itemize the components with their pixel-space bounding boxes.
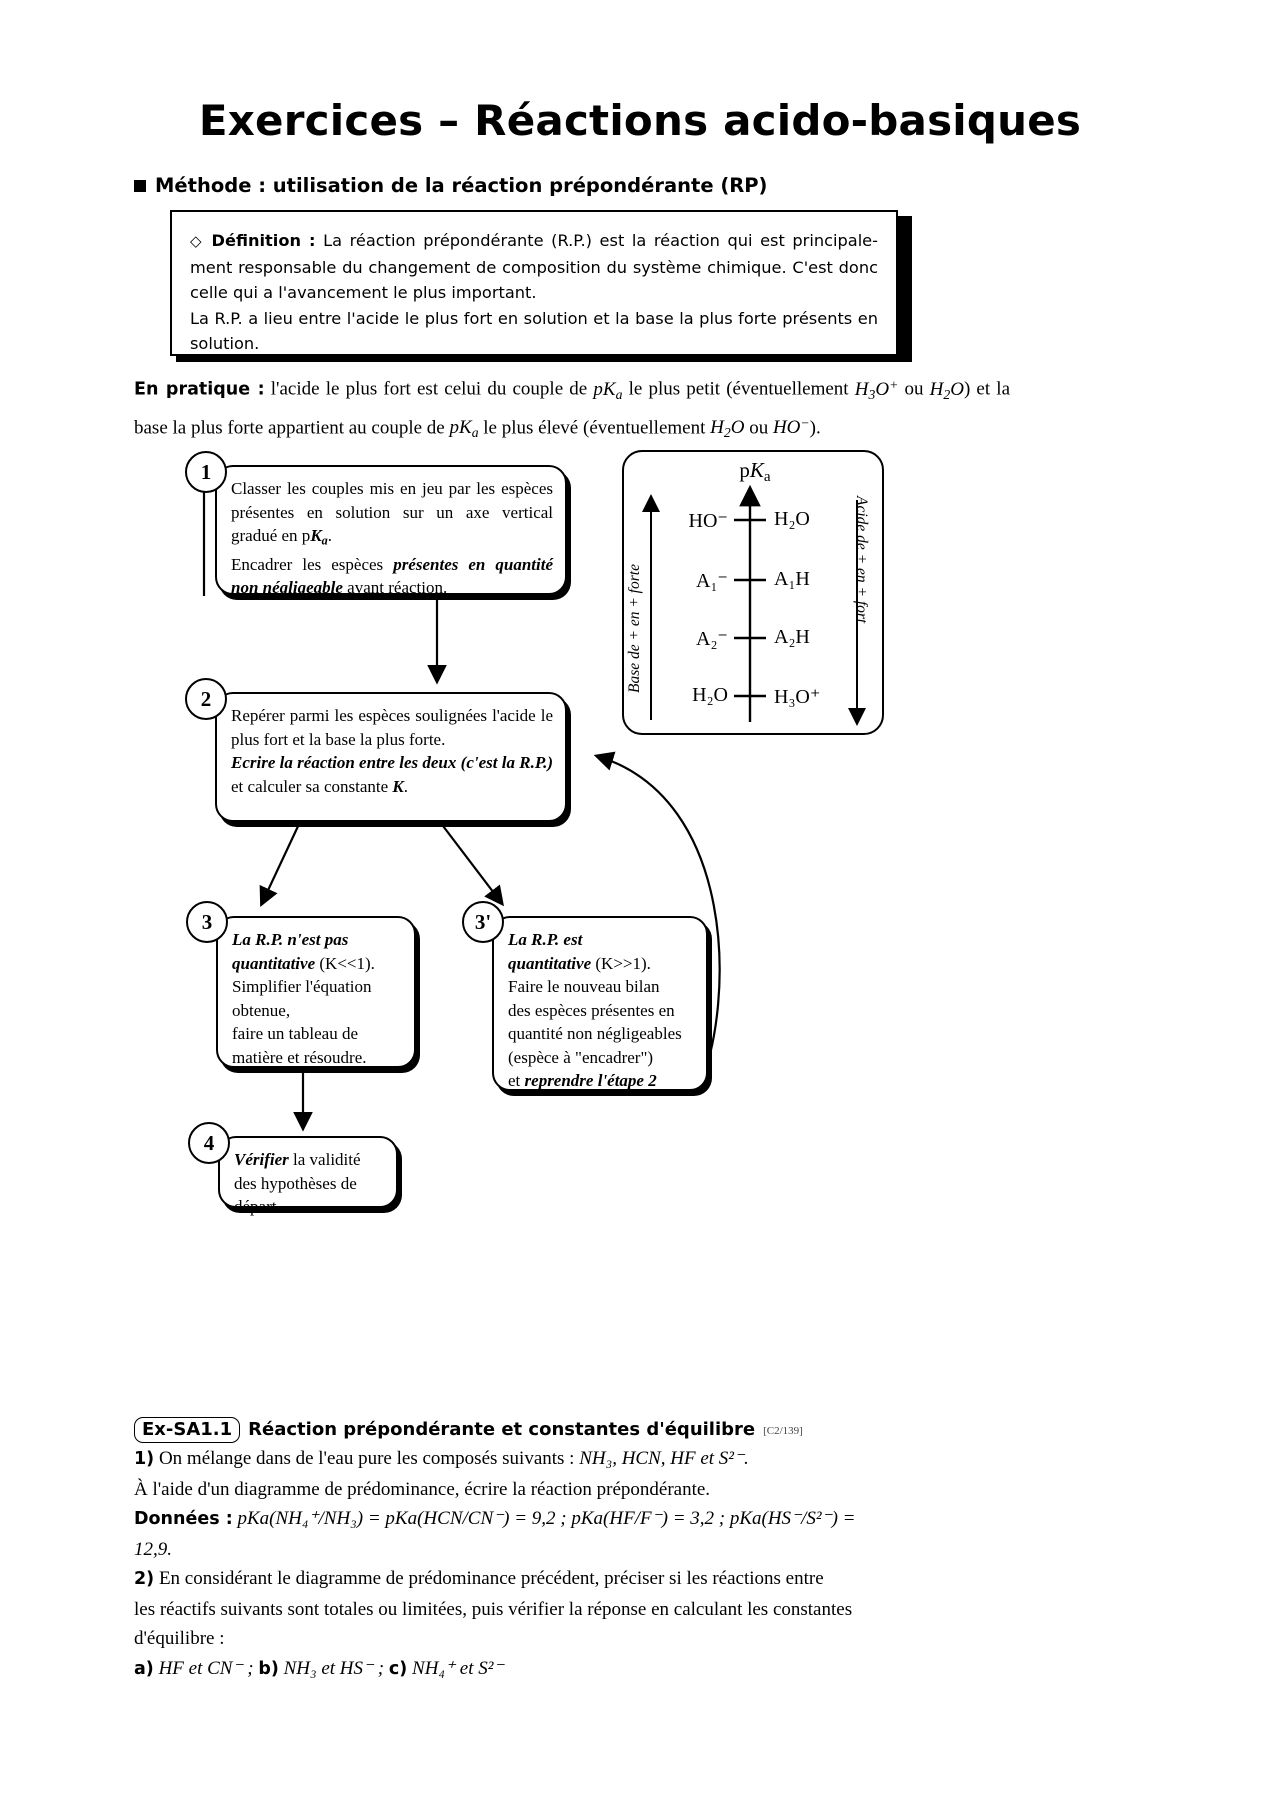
step-1-line-1: Classer les couples mis en jeu par les xyxy=(231,479,496,498)
step-3-line-6: matière et résoudre. xyxy=(232,1047,367,1067)
pka-row-1-base: A₁⁻ xyxy=(696,570,728,592)
step-4-rest-1: la validité xyxy=(288,1150,361,1169)
step-3-after-bold: (K<<1). xyxy=(315,953,375,973)
q2-item-a-label: a) xyxy=(134,1658,154,1679)
pka-row-0-base: HO⁻ xyxy=(688,510,728,532)
step-3prime-line-4: des espèces présentes en xyxy=(508,1000,675,1020)
q2-item-b-label: b) xyxy=(258,1658,279,1679)
en-pratique-text-1: l'acide le plus fort est celui du couple de xyxy=(264,378,594,400)
exercise-body xyxy=(134,1444,1010,1684)
q2-item-c-label: c) xyxy=(388,1658,408,1679)
pka-diagram xyxy=(622,450,884,735)
step-1-line-5-bold: quantité non négligeable xyxy=(231,554,554,598)
pka-left-axis-label: Base de + en + forte xyxy=(626,564,643,693)
exercise-q2 xyxy=(134,1564,1010,1595)
en-pratique-label: En pratique : xyxy=(134,379,265,400)
step-2-line-5-rp: R.P.) xyxy=(519,753,553,772)
pka-row-2-base: A₂⁻ xyxy=(696,628,728,650)
step-3-line-4: obtenue, xyxy=(232,1000,291,1020)
page-title: Exercices – Réactions acido-basiques xyxy=(198,96,1082,145)
pka-inline-1: $pK_a$ xyxy=(593,378,623,402)
step-1-line-4: Encadrer les espèces xyxy=(231,554,394,574)
step-3-line-3: Simplifier l'équation xyxy=(232,977,372,996)
definition-label: Définition : xyxy=(211,231,316,250)
pka-row-3-acid: H₃O⁺ xyxy=(774,686,821,708)
en-pratique-text-4: ) et la base la plus forte appartient au couple de xyxy=(134,378,1011,439)
definition-line-4: La R.P. a lieu entre l'acide le plus fort en solution et la base la plus forte présents en xyxy=(190,308,878,328)
data-line-2: 12,9. xyxy=(134,1538,172,1560)
step-1-line-3: vertical gradué en $pK_a$. xyxy=(231,502,554,548)
exercise-q1 xyxy=(134,1444,1010,1475)
definition-line-3: celle qui a l'avancement le plus important. xyxy=(190,283,537,302)
q2-line-1: En considérant le diagramme de prédominance précédent, préciser si les réactions entre xyxy=(154,1568,824,1589)
pka-right-axis-label: Acide de + en + fort xyxy=(853,496,870,624)
step-3-badge: 3 xyxy=(186,901,228,943)
exercise-title: Réaction prépondérante et constantes d'équilibre xyxy=(248,1419,756,1440)
step-3prime-line-6: (espèce à "encadrer") xyxy=(508,1047,654,1067)
step-2-line-1: Repérer parmi les espèces soulignées xyxy=(231,706,488,725)
definition-line-5: solution. xyxy=(190,334,260,353)
q1-line-1: On mélange dans de l'eau pure les composés suivants : xyxy=(154,1448,580,1469)
step-2-line-5-bold-a: la xyxy=(501,753,520,772)
q2-line-2: les réactifs suivants sont totales ou limitées, puis vérifier la réponse en calculant les constantes xyxy=(134,1598,853,1620)
step-4-bold-1: Vérifier xyxy=(234,1150,289,1169)
definition-line-1: La réaction prépondérante (R.P.) est la réaction qui est principale- xyxy=(323,231,878,250)
step-3-bold-1: La R.P. n'est pas xyxy=(232,930,349,949)
q2-number: 2) xyxy=(134,1569,155,1589)
step-3-box xyxy=(216,916,416,1068)
q2-items xyxy=(134,1654,1010,1685)
step-4-badge: 4 xyxy=(188,1122,230,1164)
exercise-header xyxy=(134,1417,803,1443)
step-1-line-5-rest: avant réaction. xyxy=(342,578,448,598)
pka-row-1-acid: A₁H xyxy=(774,568,810,590)
formula-h2o-2: $H_2O$ xyxy=(710,417,745,441)
en-pratique-text-7: ). xyxy=(809,417,821,439)
step-2-line-4-bold: Ecrire la réaction entre les deux (c'est xyxy=(231,753,498,772)
exercise-reference: [C2/139] xyxy=(763,1425,803,1437)
diamond-outline-icon: ◇ xyxy=(190,232,204,250)
step-3prime-after-bold: (K>>1). xyxy=(591,953,651,973)
step-3prime-line-3: Faire le nouveau bilan xyxy=(508,977,660,996)
step-2-line-3: forte. xyxy=(409,729,446,749)
step-1-line-4-bold: présentes en xyxy=(393,554,486,574)
step-2-line-5-rest: et calculer sa constante xyxy=(231,776,393,796)
q1-line-2: À l'aide d'un diagramme de prédominance, écrire la réaction prépondérante. xyxy=(134,1478,711,1500)
method-heading-label: Méthode : utilisation de la réaction prépondérante (RP) xyxy=(155,174,768,197)
q1-number: 1) xyxy=(134,1449,155,1469)
step-3prime-bold-2: quantitative xyxy=(508,953,592,973)
definition-line-2: ment responsable du changement de composition du système chimique. C'est donc xyxy=(190,257,878,277)
q2-line-3: d'équilibre : xyxy=(134,1628,225,1649)
pka-diagram-title: $pK_a$ xyxy=(739,458,771,486)
step-4-line-3: départ. xyxy=(234,1197,281,1216)
data-line-1: pKa(NH₄⁺/NH₃) = pKa(HCN/CN⁻) = 9,2 ; pKa(HF/F⁻) = 3,2 ; pKa(HS⁻/S²⁻) = xyxy=(232,1508,856,1529)
exercise-data xyxy=(134,1504,1010,1535)
step-4-box xyxy=(218,1136,398,1216)
pka-row-2-acid: A₂H xyxy=(774,626,810,648)
formula-ho-minus: HO− xyxy=(772,415,810,439)
step-2-badge: 2 xyxy=(185,678,227,720)
step-3prime-bold-1: La R.P. est xyxy=(508,930,583,949)
step-3prime-line-5: quantité non négligeables xyxy=(508,1024,682,1043)
step-4-line-2: des hypothèses de xyxy=(234,1173,357,1193)
en-pratique-text-2: le plus petit (éventuellement xyxy=(622,378,855,400)
step-1-line-2: espèces présentes en solution sur un axe xyxy=(231,479,553,522)
step-3prime-badge: 3' xyxy=(462,901,504,943)
step-3-bold-2: quantitative xyxy=(232,953,316,973)
step-3prime-line-7-pre: et xyxy=(508,1071,525,1090)
en-pratique-text-3: ou xyxy=(904,378,930,400)
step-2-constant-k: K xyxy=(392,776,404,796)
q1-species: NH₃, HCN, HF et S²⁻. xyxy=(579,1448,749,1469)
step-3-line-5: faire un tableau de xyxy=(232,1024,359,1043)
step-2-box: Repérer parmi les espèces soulignées l'acide le plus fort et la base la plus forte. Ecrire la réaction entre les deux (c'est la R.P.) et calculer sa constante K. xyxy=(215,692,567,822)
q2-item-b: NH₃ et HS⁻ ; xyxy=(278,1657,389,1679)
pka-inline-2: $pK_a$ xyxy=(449,417,479,441)
q2-item-a: HF et CN⁻ ; xyxy=(153,1657,259,1679)
step-1-badge: 1 xyxy=(185,451,227,493)
step-1-box xyxy=(215,465,567,598)
exercise-tag: Ex-SA1.1 xyxy=(134,1417,240,1443)
pka-row-0-acid: H₂O xyxy=(774,508,810,530)
data-label: Données : xyxy=(134,1509,233,1529)
en-pratique-text-5: le plus élevé (éventuellement xyxy=(478,417,711,439)
step-3prime-box xyxy=(492,916,708,1091)
formula-h2o-1: $H_2O$ xyxy=(929,378,964,402)
en-pratique-text-6: ou xyxy=(749,417,773,439)
step-2-line-2: l'acide le plus fort et la base la plus xyxy=(231,706,553,749)
q2-item-c: NH₄⁺ et S²⁻ xyxy=(407,1657,504,1679)
step-3prime-line-7-bold: reprendre l'étape 2 xyxy=(524,1071,657,1090)
formula-h3o-plus: $H_3O^+$ xyxy=(854,377,899,402)
pka-row-3-base: H₂O xyxy=(692,684,728,706)
